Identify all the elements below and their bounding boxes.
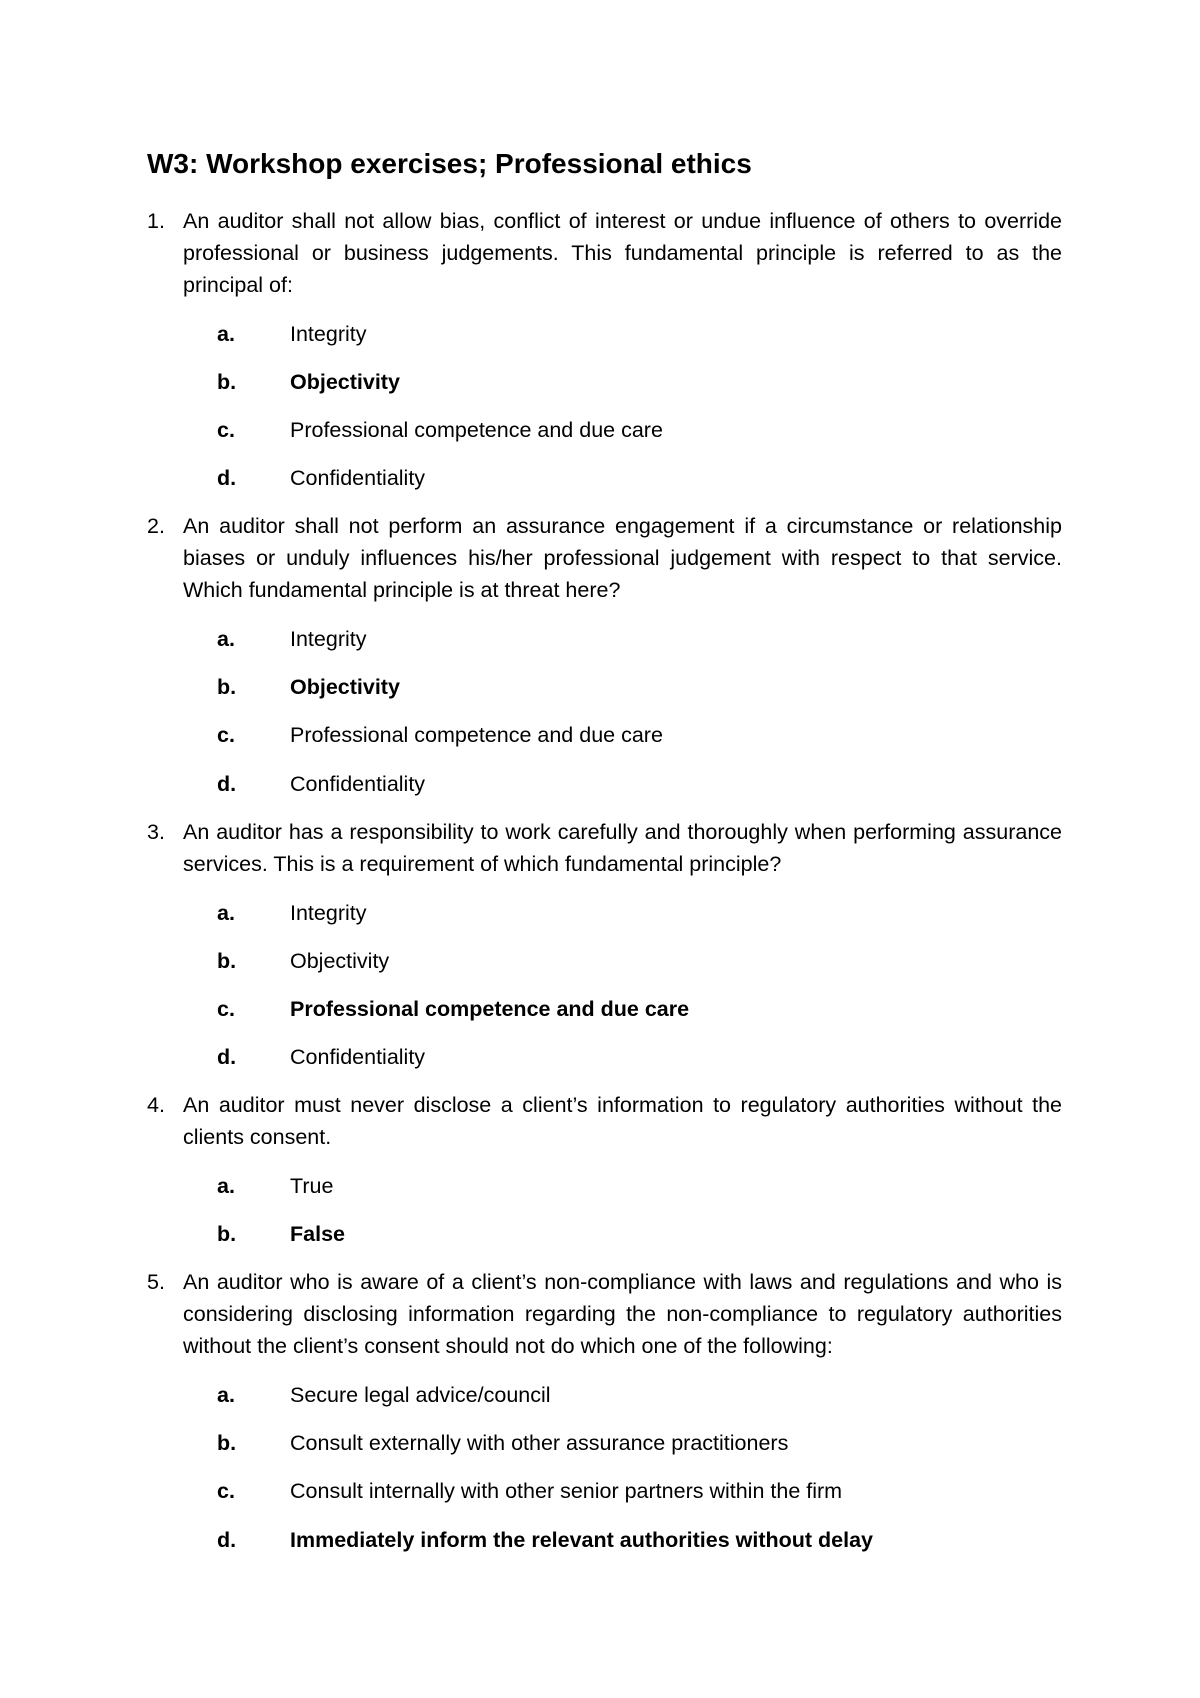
- option-letter: d.: [217, 466, 237, 490]
- question-text: An auditor who is aware of a client’s non-compliance with laws and regulations and who is considering disclosing information regarding the non-compliance to regulatory authorities without the client’s consent should not do which one of the following:: [183, 1270, 1062, 1358]
- option-letter: d.: [217, 1528, 237, 1552]
- option-text: Professional competence and due care: [290, 418, 663, 442]
- option-text: Secure legal advice/council: [290, 1383, 551, 1407]
- question-text: An auditor must never disclose a client’s information to regulatory authorities without the clients consent.: [183, 1093, 1062, 1149]
- option-text: Integrity: [290, 901, 367, 925]
- option-text: Consult externally with other assurance practitioners: [290, 1431, 789, 1455]
- option-letter: a.: [217, 1383, 235, 1407]
- question-number: 1.: [147, 209, 165, 233]
- option-letter: c.: [217, 1479, 235, 1503]
- question-2: [147, 510, 1062, 606]
- question-number: 2.: [147, 514, 165, 538]
- question-3: [147, 816, 1062, 880]
- option-letter: d.: [217, 772, 237, 796]
- option-text: Objectivity: [290, 949, 390, 973]
- question-number: 5.: [147, 1270, 165, 1294]
- option-text: Professional competence and due care: [290, 723, 663, 747]
- page-title: W3: Workshop exercises; Professional ethics: [147, 148, 752, 179]
- question-5: [147, 1266, 1062, 1362]
- question-text: An auditor shall not allow bias, conflict of interest or undue influence of others to override professional or business judgements. This fundamental principle is referred to as the principal of:: [183, 209, 1062, 297]
- question-number: 3.: [147, 820, 165, 844]
- option-letter: a.: [217, 322, 235, 346]
- option-text: Integrity: [290, 627, 367, 651]
- option-text: Confidentiality: [290, 1045, 426, 1069]
- option-text-correct: False: [290, 1222, 345, 1246]
- option-letter: c.: [217, 723, 235, 747]
- option-letter: c.: [217, 418, 235, 442]
- question-text: An auditor has a responsibility to work carefully and thoroughly when performing assurance services. This is a requirement of which fundamental principle?: [183, 820, 1062, 876]
- option-letter: b.: [217, 1431, 237, 1455]
- option-text-correct: Objectivity: [290, 675, 400, 699]
- option-text: Confidentiality: [290, 466, 426, 490]
- option-text-correct: Objectivity: [290, 370, 400, 394]
- option-letter: b.: [217, 1222, 237, 1246]
- option-letter: a.: [217, 901, 235, 925]
- option-letter: a.: [217, 1174, 235, 1198]
- option-text: Confidentiality: [290, 772, 426, 796]
- option-letter: a.: [217, 627, 235, 651]
- question-text: An auditor shall not perform an assurance engagement if a circumstance or relationship biases or unduly influences his/her professional judgement with respect to that service. Which fundamental principle is at threat here?: [183, 514, 1062, 602]
- option-letter: c.: [217, 997, 235, 1021]
- question-number: 4.: [147, 1093, 165, 1117]
- option-letter: b.: [217, 370, 237, 394]
- option-text: True: [290, 1174, 334, 1198]
- option-letter: b.: [217, 949, 237, 973]
- question-4: [147, 1089, 1062, 1153]
- option-text: Integrity: [290, 322, 367, 346]
- option-text: Consult internally with other senior partners within the firm: [290, 1479, 843, 1503]
- option-text-correct: Professional competence and due care: [290, 997, 690, 1021]
- option-letter: b.: [217, 675, 237, 699]
- option-letter: d.: [217, 1045, 237, 1069]
- option-text-correct: Immediately inform the relevant authorities without delay: [290, 1528, 874, 1552]
- question-1: [147, 205, 1062, 301]
